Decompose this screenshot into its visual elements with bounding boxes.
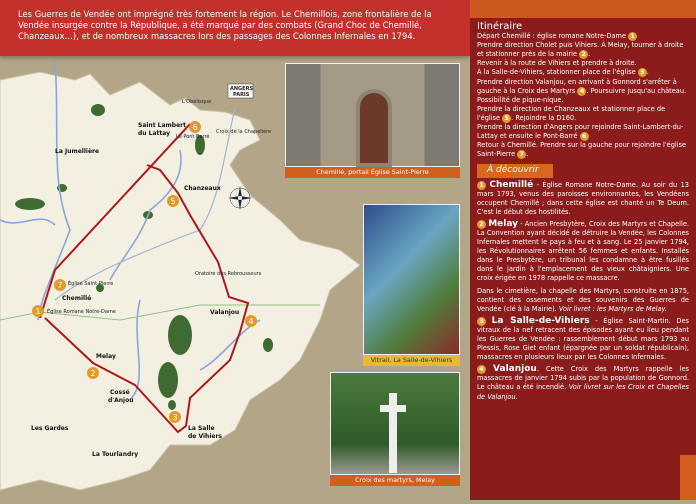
step-text: Départ Chemillé : église romane Notre-Dame — [477, 32, 629, 41]
itinerary-step — [477, 78, 689, 105]
svg-text:Chanzeaux: Chanzeaux — [184, 185, 221, 192]
site-number-badge: 2 — [477, 220, 486, 229]
site-name: La Salle-de-Vihiers — [491, 315, 590, 326]
site-description: - Église Saint-Martin. Des vitraux de la nef retracent des épisodes ayant eu lieu pendant les Guerres de Vendée : rassemblement début mars 1793 au Plessis, Rose Giet enfant (épargnée par un soldat républicain), massacres en plusieurs lieux par les Colonnes Infernales. — [477, 316, 689, 362]
svg-text:5: 5 — [170, 197, 176, 206]
discover-item — [477, 287, 689, 314]
itinerary-step — [477, 41, 689, 59]
caption-church: Chemillé, portail Église Saint-Pierre — [285, 167, 460, 178]
svg-text:Melay: Melay — [96, 353, 116, 360]
svg-text:Saint Lambert: Saint Lambert — [138, 122, 186, 129]
svg-text:Le Pont Barré: Le Pont Barré — [176, 134, 210, 140]
step-text: Revenir à la route de Vihiers et prendre à droite. — [477, 59, 637, 68]
svg-text:2: 2 — [90, 369, 96, 378]
itinerary-step — [477, 105, 689, 123]
step-text: Prendre direction Valanjou, en arrivant à Gonnord s'arrêter à gauche à la Croix des Martyrs — [477, 77, 677, 95]
site-number-badge: 4 — [477, 365, 486, 374]
svg-text:Cossé: Cossé — [110, 389, 130, 396]
site-name: Melay — [488, 218, 519, 229]
svg-text:du Lattay: du Lattay — [138, 130, 171, 137]
map-marker-6 — [189, 121, 201, 133]
step-text: Prendre direction Cholet puis Vihiers. À Melay, tourner à droite et stationner près de la mairie — [477, 41, 684, 59]
step-text: Prendre la direction d'Angers pour rejoindre Saint-Lambert-du-Lattay et ensuite le Pont-Barré — [477, 123, 684, 141]
panel-top-strip — [470, 0, 696, 18]
svg-text:PARIS: PARIS — [233, 92, 250, 98]
step-text: Retour à Chemillé. Prendre sur la gauche pour rejoindre l'église Saint-Pierre — [477, 141, 687, 159]
step-number-badge: 3 — [638, 68, 647, 77]
step-text-after: . — [646, 68, 649, 77]
discover-tab: À découvrir — [477, 164, 553, 177]
svg-text:Chemillé: Chemillé — [62, 295, 92, 302]
step-text-after: . Rejoindre la D160. — [511, 113, 577, 122]
site-description: - Ancien Presbytère, Croix des Martyrs et Chapelle. La Convention ayant décidé de détruire la Vendée, les Colonnes Infernales mettent le pays à feu et à sang. Le 25 janvier 1794, les Révolutionnaires arrêtent 56 femmes et enfants. Installés dans le Presbytère, un tribunal les condamne à être fusillés dans le jardin à l'emplacement des vieux châtaigniers. Une croix érigée en 1978 rappelle ce massacre. — [477, 219, 689, 283]
site-number-badge: 1 — [477, 181, 486, 190]
photo-martyrs-cross — [330, 372, 460, 475]
map-marker-1 — [32, 305, 44, 317]
svg-text:La Salle: La Salle — [188, 425, 215, 432]
discover-item — [477, 181, 689, 217]
svg-text:Église Romane Notre-Dame: Église Romane Notre-Dame — [47, 309, 116, 315]
discover-list — [477, 181, 689, 402]
booklet-reference: Voir livret : les Martyrs de Melay. — [558, 304, 668, 313]
step-number-badge: 5 — [502, 114, 511, 123]
caption-martyrs-cross: Croix des martyrs, Melay — [330, 475, 460, 486]
photo-stained-glass — [363, 204, 460, 355]
svg-text:Église Saint-Pierre: Église Saint-Pierre — [68, 281, 114, 287]
site-name: Valanjou — [493, 364, 537, 375]
step-text: Prendre la direction de Chanzeaux et stationner place de l'église — [477, 104, 666, 122]
step-text-after: . — [588, 50, 591, 59]
booklet-reference: Voir livret sur les Croix et Chapelles de Valanjou. — [477, 383, 689, 401]
itinerary-step — [477, 32, 689, 41]
itinerary-step — [477, 68, 689, 77]
map-marker-4 — [245, 315, 257, 327]
itinerary-step — [477, 141, 689, 159]
svg-text:7: 7 — [57, 281, 63, 290]
site-description: . Cette Croix des Martyrs rappelle les massacres de janvier 1794 subis par la population de Gonnord. Le château a été incendié. — [477, 365, 689, 392]
discover-item — [477, 220, 689, 284]
step-text-after: . — [526, 150, 529, 159]
caption-stained-glass: Vitrail, La Salle-de-Vihiers — [363, 355, 460, 366]
info-panel — [470, 0, 696, 500]
svg-text:La Tourlandry: La Tourlandry — [92, 451, 139, 458]
step-number-badge: 4 — [577, 87, 586, 96]
svg-text:de Vihiers: de Vihiers — [188, 433, 222, 440]
site-description: Dans le cimetière, la chapelle des Martyrs, construite en 1875, contient des ossements et des souvenirs des Guerres de Vendée (clé à la Mairie). — [477, 286, 689, 313]
svg-text:Oratoire des Rebrousseurs: Oratoire des Rebrousseurs — [195, 271, 262, 277]
site-name: Chemillé — [489, 179, 534, 190]
svg-text:L'Obélisque: L'Obélisque — [182, 99, 212, 105]
map-marker-5 — [167, 195, 179, 207]
discover-item — [477, 365, 689, 401]
step-number-badge: 6 — [580, 132, 589, 141]
svg-text:Les Gardes: Les Gardes — [31, 425, 69, 432]
map-marker-7 — [54, 279, 66, 291]
svg-text:Croix de la Chapelière: Croix de la Chapelière — [216, 129, 272, 135]
discover-item — [477, 317, 689, 362]
site-number-badge: 3 — [477, 317, 486, 326]
step-number-badge: 1 — [628, 32, 637, 41]
map-marker-3 — [169, 411, 181, 423]
svg-text:Valanjou: Valanjou — [210, 309, 240, 316]
svg-text:3: 3 — [172, 413, 178, 422]
map-marker-2 — [87, 367, 99, 379]
intro-banner: Les Guerres de Vendée ont imprégné très fortement la région. Le Chemillois, zone frontalière de la Vendée insurgée contre la République, a été marqué par des combats (Grand Choc de Chemillé, Chanzeaux…), et de nombreux massacres lors des passages des Colonnes Infernales en 1794. — [0, 0, 470, 56]
itinerary-title: Itinéraire — [477, 21, 523, 32]
itinerary-steps — [477, 32, 689, 159]
step-number-badge: 7 — [517, 150, 526, 159]
svg-text:1: 1 — [35, 307, 41, 316]
site-description: - Église Romane Notre-Dame. Au soir du 13 mars 1793, venus des paroisses environnantes, les Vendéens occupent Chemillé ; dans cette église est chanté un Te Deum. C'est le début des hostilités. — [477, 180, 689, 216]
step-number-badge: 2 — [579, 50, 588, 59]
svg-text:La Jumellière: La Jumellière — [55, 148, 100, 155]
step-text: À la Salle-de-Vihiers, stationner place de l'église — [477, 68, 638, 77]
svg-text:ANGERS: ANGERS — [230, 86, 254, 92]
svg-text:6: 6 — [192, 123, 198, 132]
svg-text:4: 4 — [248, 317, 254, 326]
photo-church-portal — [285, 63, 460, 167]
itinerary-step — [477, 123, 689, 141]
svg-text:d'Anjou: d'Anjou — [108, 397, 134, 404]
panel-corner-accent — [680, 455, 696, 500]
step-text-after: . Poursuivre jusqu'au château. Possibilité de pique-nique. — [477, 86, 687, 104]
